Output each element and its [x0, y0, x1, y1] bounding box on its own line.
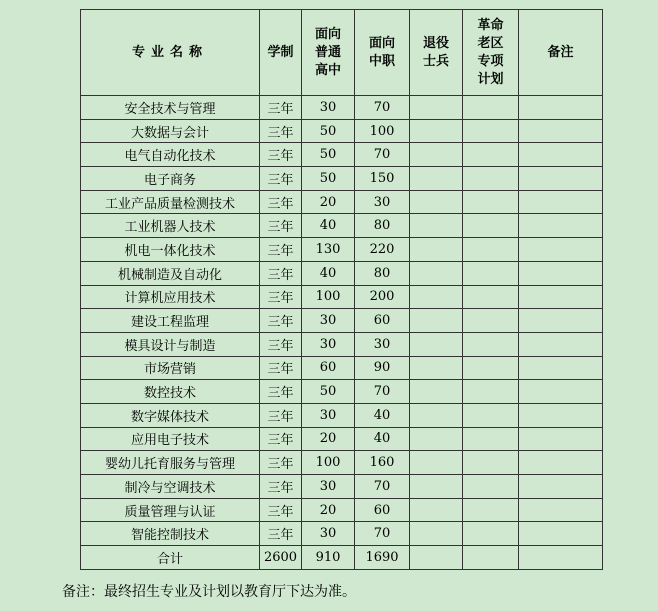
- cell-vocational: 150: [355, 167, 410, 191]
- cell-remarks: [519, 190, 603, 214]
- cell-duration: 三年: [260, 451, 302, 475]
- cell-duration: 2600: [260, 546, 302, 570]
- cell-name: 工业机器人技术: [81, 214, 260, 238]
- cell-remarks: [519, 167, 603, 191]
- cell-general: 20: [302, 427, 355, 451]
- cell-revolutionary: [463, 380, 519, 404]
- cell-vocational: 80: [355, 214, 410, 238]
- cell-remarks: [519, 356, 603, 380]
- cell-vocational: 30: [355, 332, 410, 356]
- cell-general: 30: [302, 332, 355, 356]
- cell-general: 30: [302, 403, 355, 427]
- cell-duration: 三年: [260, 427, 302, 451]
- table-row: [81, 214, 603, 238]
- total-row: [81, 546, 603, 570]
- cell-general: 100: [302, 285, 355, 309]
- table-row: [81, 167, 603, 191]
- cell-revolutionary: [463, 309, 519, 333]
- cell-general: 50: [302, 380, 355, 404]
- cell-veteran: [410, 167, 463, 191]
- cell-remarks: [519, 427, 603, 451]
- cell-name: 模具设计与制造: [81, 332, 260, 356]
- cell-name: 应用电子技术: [81, 427, 260, 451]
- cell-duration: 三年: [260, 380, 302, 404]
- cell-veteran: [410, 356, 463, 380]
- cell-veteran: [410, 403, 463, 427]
- cell-revolutionary: [463, 332, 519, 356]
- cell-veteran: [410, 332, 463, 356]
- cell-veteran: [410, 261, 463, 285]
- cell-name: 建设工程监理: [81, 309, 260, 333]
- cell-remarks: [519, 546, 603, 570]
- table-header-row: [81, 10, 603, 96]
- cell-general: 50: [302, 167, 355, 191]
- cell-revolutionary: [463, 522, 519, 546]
- table-row: [81, 285, 603, 309]
- cell-veteran: [410, 451, 463, 475]
- table-row: [81, 522, 603, 546]
- cell-vocational: 40: [355, 427, 410, 451]
- cell-name: 制冷与空调技术: [81, 475, 260, 499]
- table-row: [81, 96, 603, 120]
- cell-veteran: [410, 214, 463, 238]
- cell-duration: 三年: [260, 190, 302, 214]
- cell-vocational: 70: [355, 475, 410, 499]
- cell-revolutionary: [463, 427, 519, 451]
- cell-vocational: 60: [355, 309, 410, 333]
- cell-general: 20: [302, 498, 355, 522]
- header-major-name: 专业名称: [81, 10, 260, 96]
- cell-duration: 三年: [260, 332, 302, 356]
- cell-revolutionary: [463, 119, 519, 143]
- cell-duration: 三年: [260, 285, 302, 309]
- cell-name: 工业产品质量检测技术: [81, 190, 260, 214]
- cell-general: 30: [302, 96, 355, 120]
- table-row: [81, 380, 603, 404]
- cell-duration: 三年: [260, 475, 302, 499]
- cell-vocational: 160: [355, 451, 410, 475]
- cell-remarks: [519, 238, 603, 262]
- cell-veteran: [410, 475, 463, 499]
- table-row: [81, 119, 603, 143]
- cell-duration: 三年: [260, 356, 302, 380]
- cell-remarks: [519, 214, 603, 238]
- cell-name: 计算机应用技术: [81, 285, 260, 309]
- header-vocational: 面向 中职: [355, 10, 410, 96]
- cell-vocational: 70: [355, 380, 410, 404]
- table-row: [81, 427, 603, 451]
- cell-revolutionary: [463, 403, 519, 427]
- cell-name: 机电一体化技术: [81, 238, 260, 262]
- cell-revolutionary: [463, 96, 519, 120]
- cell-vocational: 220: [355, 238, 410, 262]
- cell-veteran: [410, 546, 463, 570]
- cell-remarks: [519, 451, 603, 475]
- cell-vocational: 30: [355, 190, 410, 214]
- cell-remarks: [519, 96, 603, 120]
- cell-remarks: [519, 475, 603, 499]
- cell-revolutionary: [463, 498, 519, 522]
- cell-vocational: 70: [355, 143, 410, 167]
- table-row: [81, 498, 603, 522]
- cell-veteran: [410, 285, 463, 309]
- cell-name: 安全技术与管理: [81, 96, 260, 120]
- cell-veteran: [410, 522, 463, 546]
- cell-general: 30: [302, 522, 355, 546]
- cell-vocational: 100: [355, 119, 410, 143]
- cell-revolutionary: [463, 546, 519, 570]
- header-general-highschool: 面向 普通 高中: [302, 10, 355, 96]
- cell-name: 数控技术: [81, 380, 260, 404]
- cell-duration: 三年: [260, 119, 302, 143]
- cell-revolutionary: [463, 475, 519, 499]
- cell-revolutionary: [463, 238, 519, 262]
- cell-duration: 三年: [260, 522, 302, 546]
- footnote: 备注：最终招生专业及计划以教育厅下达为准。: [62, 584, 356, 600]
- cell-veteran: [410, 380, 463, 404]
- table-row: [81, 190, 603, 214]
- cell-vocational: 70: [355, 522, 410, 546]
- cell-duration: 三年: [260, 143, 302, 167]
- table-row: [81, 309, 603, 333]
- cell-name: 大数据与会计: [81, 119, 260, 143]
- cell-revolutionary: [463, 261, 519, 285]
- cell-name: 质量管理与认证: [81, 498, 260, 522]
- cell-name: 机械制造及自动化: [81, 261, 260, 285]
- cell-veteran: [410, 309, 463, 333]
- cell-general: 20: [302, 190, 355, 214]
- cell-veteran: [410, 96, 463, 120]
- header-duration: 学制: [260, 10, 302, 96]
- cell-remarks: [519, 403, 603, 427]
- cell-name: 电气自动化技术: [81, 143, 260, 167]
- cell-name: 市场营销: [81, 356, 260, 380]
- table-row: [81, 403, 603, 427]
- table-row: [81, 238, 603, 262]
- cell-duration: 三年: [260, 403, 302, 427]
- cell-vocational: 200: [355, 285, 410, 309]
- cell-general: 60: [302, 356, 355, 380]
- cell-remarks: [519, 143, 603, 167]
- cell-veteran: [410, 498, 463, 522]
- cell-veteran: [410, 427, 463, 451]
- cell-remarks: [519, 309, 603, 333]
- header-remarks: 备注: [519, 10, 603, 96]
- cell-veteran: [410, 119, 463, 143]
- cell-remarks: [519, 332, 603, 356]
- cell-veteran: [410, 190, 463, 214]
- cell-vocational: 60: [355, 498, 410, 522]
- cell-general: 30: [302, 309, 355, 333]
- cell-duration: 三年: [260, 498, 302, 522]
- cell-veteran: [410, 143, 463, 167]
- cell-veteran: [410, 238, 463, 262]
- table-row: [81, 261, 603, 285]
- cell-name: 电子商务: [81, 167, 260, 191]
- cell-general: 910: [302, 546, 355, 570]
- cell-remarks: [519, 522, 603, 546]
- table-row: [81, 143, 603, 167]
- table-row: [81, 475, 603, 499]
- cell-revolutionary: [463, 356, 519, 380]
- enrollment-plan-table: [80, 9, 603, 570]
- cell-name: 数字媒体技术: [81, 403, 260, 427]
- cell-vocational: 70: [355, 96, 410, 120]
- cell-vocational: 90: [355, 356, 410, 380]
- cell-name: 合计: [81, 546, 260, 570]
- cell-vocational: 1690: [355, 546, 410, 570]
- cell-general: 50: [302, 119, 355, 143]
- cell-revolutionary: [463, 285, 519, 309]
- cell-general: 30: [302, 475, 355, 499]
- cell-duration: 三年: [260, 261, 302, 285]
- cell-general: 130: [302, 238, 355, 262]
- cell-revolutionary: [463, 451, 519, 475]
- cell-revolutionary: [463, 214, 519, 238]
- cell-revolutionary: [463, 143, 519, 167]
- cell-vocational: 40: [355, 403, 410, 427]
- cell-vocational: 80: [355, 261, 410, 285]
- table-row: [81, 356, 603, 380]
- cell-name: 智能控制技术: [81, 522, 260, 546]
- cell-duration: 三年: [260, 214, 302, 238]
- cell-general: 100: [302, 451, 355, 475]
- cell-name: 婴幼儿托育服务与管理: [81, 451, 260, 475]
- table-row: [81, 451, 603, 475]
- cell-duration: 三年: [260, 238, 302, 262]
- header-veteran: 退役 士兵: [410, 10, 463, 96]
- cell-duration: 三年: [260, 309, 302, 333]
- cell-remarks: [519, 380, 603, 404]
- table-row: [81, 332, 603, 356]
- cell-remarks: [519, 498, 603, 522]
- cell-general: 50: [302, 143, 355, 167]
- cell-duration: 三年: [260, 167, 302, 191]
- cell-remarks: [519, 261, 603, 285]
- cell-remarks: [519, 119, 603, 143]
- cell-general: 40: [302, 214, 355, 238]
- cell-revolutionary: [463, 167, 519, 191]
- header-revolutionary-plan: 革命 老区 专项 计划: [463, 10, 519, 96]
- cell-general: 40: [302, 261, 355, 285]
- cell-remarks: [519, 285, 603, 309]
- cell-duration: 三年: [260, 96, 302, 120]
- cell-revolutionary: [463, 190, 519, 214]
